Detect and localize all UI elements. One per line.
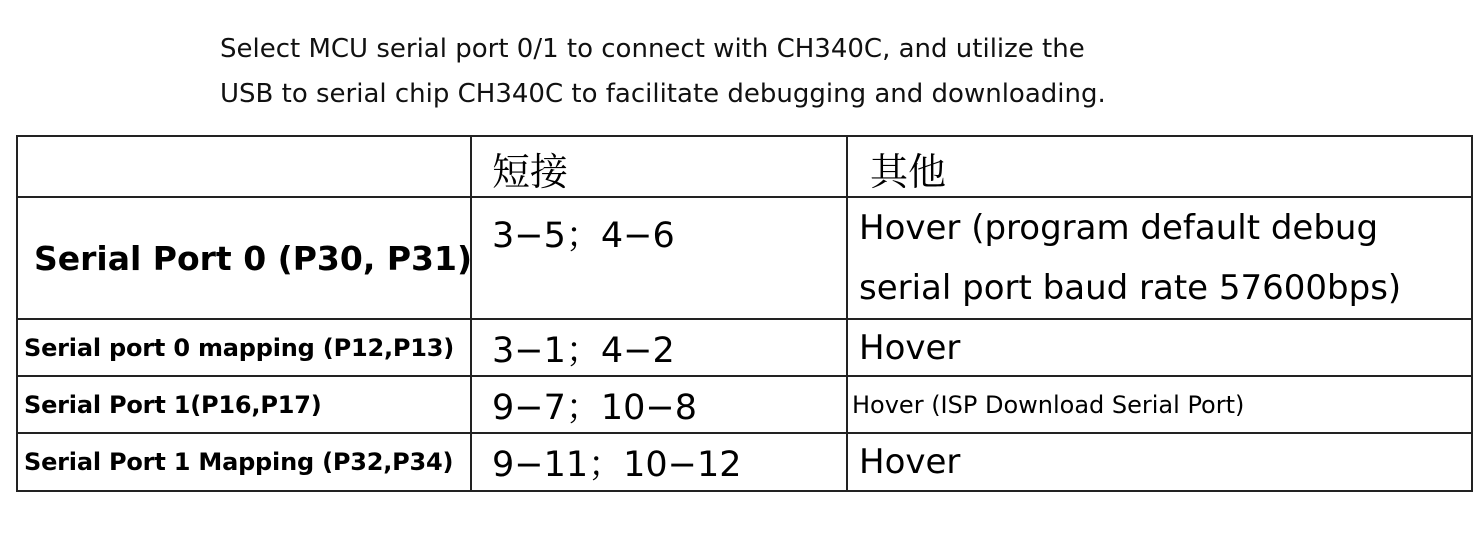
port-name-cell: Serial port 0 mapping (P12,P13) [17, 319, 471, 376]
table-row [17, 197, 1472, 319]
intro-line-1: Select MCU serial port 0/1 to connect with CH340C, and utilize the [220, 34, 1085, 64]
table-row [17, 319, 1472, 376]
jumper-pins-cell: 3−5；4−6 [471, 197, 847, 319]
port-name-cell: Serial Port 1 Mapping (P32,P34) [17, 433, 471, 491]
other-line-2: serial port baud rate 57600bps) [859, 268, 1402, 308]
header-cell-short: 短接 [471, 136, 847, 197]
jumper-pins-cell: 9−11；10−12 [471, 433, 847, 491]
other-line-1: Hover (program default debug [859, 208, 1379, 248]
serial-port-table [16, 135, 1473, 492]
table-row [17, 433, 1472, 491]
other-cell: Hover (ISP Download Serial Port) [847, 376, 1472, 433]
other-cell: Hover [847, 433, 1472, 491]
header-cell-blank [17, 136, 471, 197]
jumper-pins-cell: 3−1；4−2 [471, 319, 847, 376]
port-name-cell: Serial Port 0 (P30, P31) [17, 197, 471, 319]
intro-paragraph [220, 27, 1220, 117]
intro-line-2: USB to serial chip CH340C to facilitate debugging and downloading. [220, 79, 1106, 109]
header-cell-other: 其他 [847, 136, 1472, 197]
port-name-cell: Serial Port 1(P16,P17) [17, 376, 471, 433]
table-row [17, 376, 1472, 433]
jumper-pins-cell: 9−7；10−8 [471, 376, 847, 433]
table-header-row [17, 136, 1472, 197]
other-cell [847, 197, 1472, 319]
other-cell: Hover [847, 319, 1472, 376]
